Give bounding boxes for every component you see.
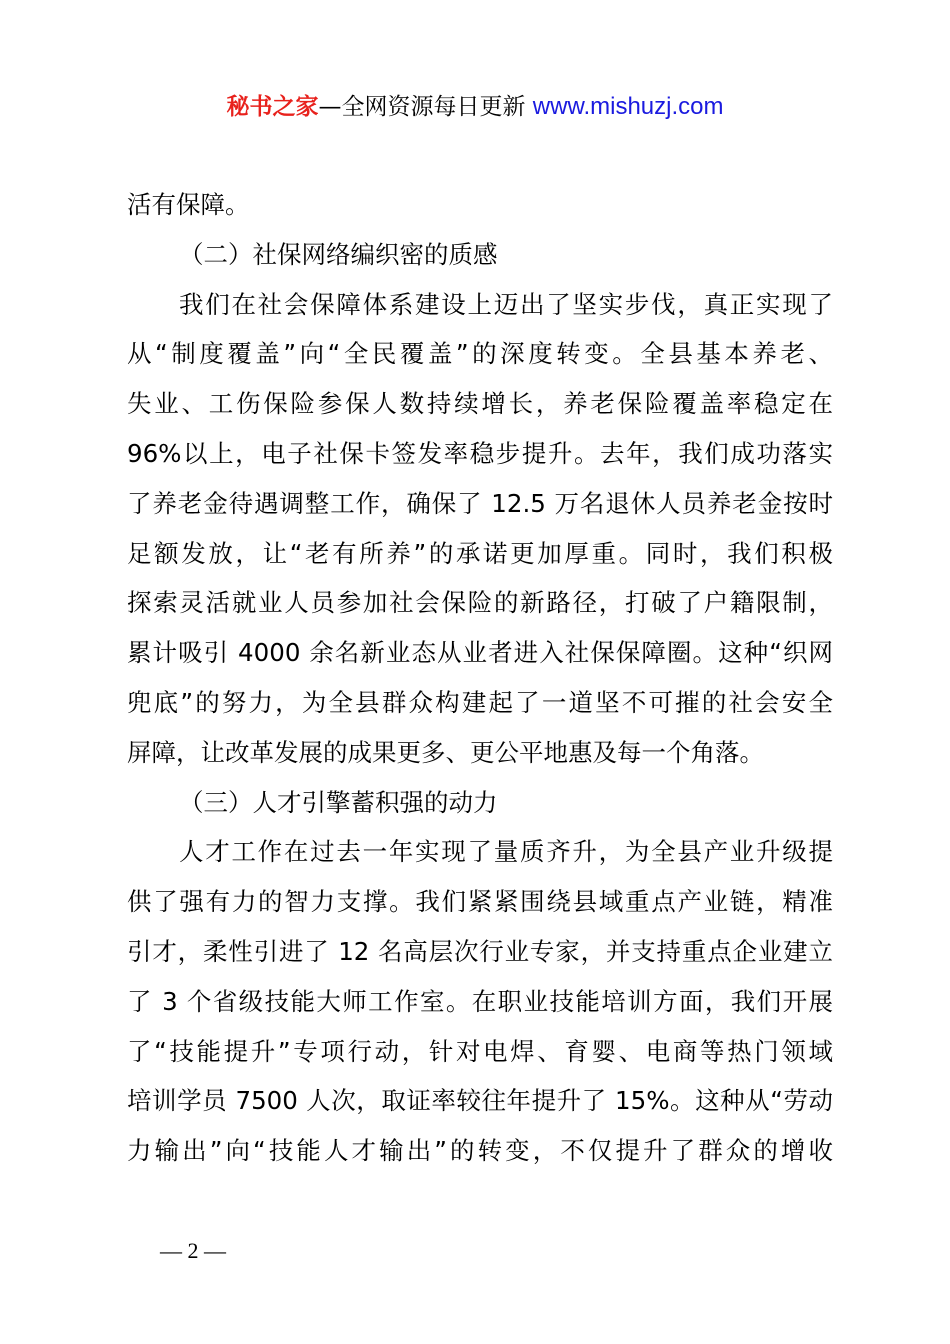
paragraph-line: 我们在社会保障体系建设上迈出了坚实步伐，真正实现了: [179, 289, 833, 319]
paragraph-line: 探索灵活就业人员参加社会保险的新路径，打破了户籍限制，: [127, 588, 833, 618]
paragraph-line: 力输出”向“技能人才输出”的转变，不仅提升了群众的增收: [127, 1136, 833, 1166]
paragraph-line: 兜底”的努力，为全县群众构建起了一道坚不可摧的社会安全: [127, 687, 833, 717]
site-banner: [0, 88, 950, 121]
paragraph-line: 累计吸引 4000 余名新业态从业者进入社保保障圈。这种“织网: [127, 638, 833, 668]
paragraph-line: 引才，柔性引进了 12 名高层次行业专家，并支持重点企业建立: [127, 936, 833, 966]
site-url-link[interactable]: www.mishuzj.com: [532, 93, 724, 120]
paragraph-line: 足额发放，让“老有所养”的承诺更加厚重。同时，我们积极: [127, 538, 833, 568]
brand-name: 秘书之家: [226, 94, 319, 120]
section-heading: （二）社保网络编织密的质感: [179, 239, 498, 269]
paragraph-line: 从“制度覆盖”向“全民覆盖”的深度转变。全县基本养老、: [127, 339, 833, 369]
paragraph-line: 培训学员 7500 人次，取证率较往年提升了 15%。这种从“劳动: [127, 1086, 833, 1116]
paragraph-line: 屏障，让改革发展的成果更多、更公平地惠及每一个角落。: [127, 737, 764, 767]
paragraph-line: 了养老金待遇调整工作，确保了 12.5 万名退休人员养老金按时: [127, 488, 833, 518]
paragraph-line: 供了强有力的智力支撑。我们紧紧围绕县域重点产业链，精准: [127, 887, 833, 917]
document-body: [127, 186, 833, 1182]
banner-tagline: —全网资源每日更新: [318, 94, 533, 120]
page-number: — 2 —: [160, 1238, 226, 1263]
paragraph-line: 了 3 个省级技能大师工作室。在职业技能培训方面，我们开展: [127, 986, 833, 1016]
paragraph-line: 人才工作在过去一年实现了量质齐升，为全县产业升级提: [179, 837, 833, 867]
section-heading: （三）人才引擎蓄积强的动力: [179, 787, 498, 817]
paragraph-line: 活有保障。: [127, 190, 250, 219]
paragraph-line: 失业、工伤保险参保人数持续增长，养老保险覆盖率稳定在: [127, 389, 833, 419]
paragraph-line: 96%以上，电子社保卡签发率稳步提升。去年，我们成功落实: [127, 438, 833, 468]
paragraph-line: 了“技能提升”专项行动，针对电焊、育婴、电商等热门领域: [127, 1036, 833, 1066]
